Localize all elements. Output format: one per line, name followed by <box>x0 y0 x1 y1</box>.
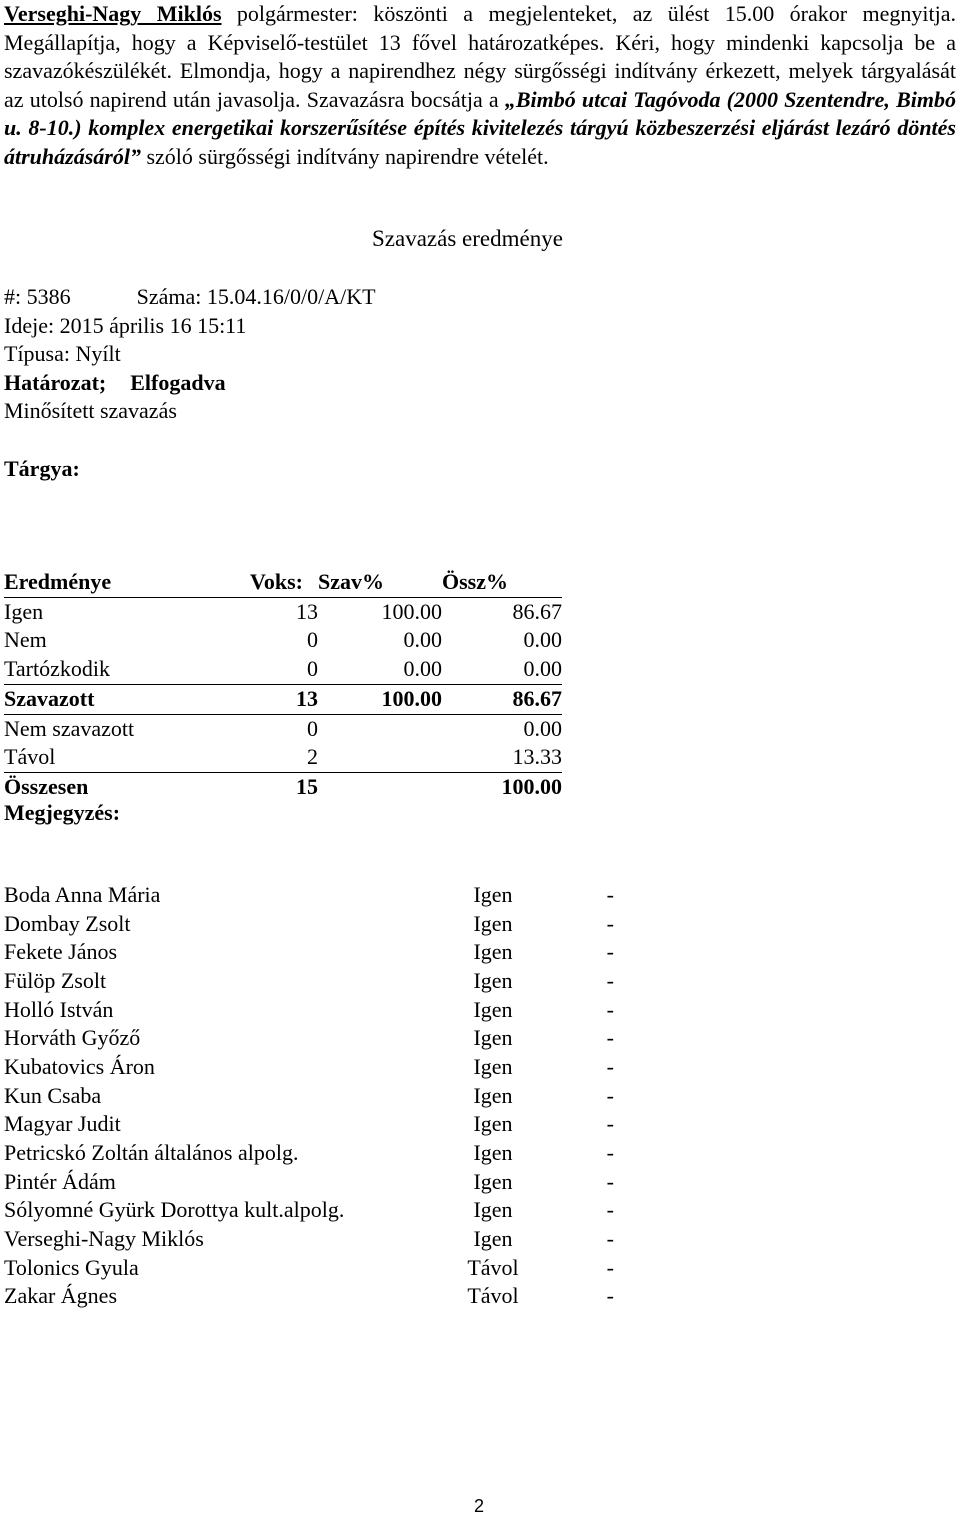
voter-name: Kubatovics Áron <box>4 1053 155 1079</box>
row-voks: 13 <box>296 598 318 624</box>
row-label: Tartózkodik <box>4 655 250 684</box>
header-voks: Voks: <box>250 568 318 597</box>
voter-mark: - <box>606 1139 614 1165</box>
voter-vote: Távol <box>467 1283 519 1309</box>
voter-vote: Igen <box>473 1111 513 1137</box>
row-label: Nem <box>4 627 47 653</box>
remarks-label: Megjegyzés: <box>4 800 121 825</box>
header-szav: Szav% <box>318 568 442 597</box>
row-szav: 0.00 <box>403 627 442 653</box>
voter-name: Dombay Zsolt <box>4 910 131 936</box>
list-item <box>4 938 614 967</box>
voter-name: Tolonics Gyula <box>4 1254 139 1280</box>
row-voks: 0 <box>307 715 318 741</box>
voter-mark: - <box>606 1053 614 1079</box>
intro-text-end: szóló sürgősségi indítvány napirendre vételét. <box>140 143 549 169</box>
voter-name: Magyar Judit <box>4 1111 121 1137</box>
vote-date: Ideje: 2015 április 16 15:11 <box>4 313 247 338</box>
voter-name: Holló István <box>4 996 114 1022</box>
list-item <box>4 881 614 910</box>
qualified-vote: Minősített szavazás <box>4 398 177 423</box>
row-voks: 15 <box>296 773 318 799</box>
voter-vote: Igen <box>473 1082 513 1108</box>
vote-szama: Száma: 15.04.16/0/0/A/KT <box>136 284 376 309</box>
list-item <box>4 910 614 939</box>
voter-mark: - <box>606 939 614 965</box>
individual-votes-table <box>4 881 614 1311</box>
voter-vote: Igen <box>473 1225 513 1251</box>
voter-mark: - <box>606 1283 614 1309</box>
voter-name: Kun Csaba <box>4 1082 102 1108</box>
voter-mark: - <box>606 996 614 1022</box>
intro-paragraph <box>4 0 956 172</box>
vote-decision-line <box>4 370 226 396</box>
table-row <box>4 772 562 801</box>
row-label: Igen <box>4 598 44 624</box>
voter-name: Verseghi-Nagy Miklós <box>4 1225 204 1251</box>
voter-vote: Igen <box>473 910 513 936</box>
voter-mark: - <box>606 1111 614 1137</box>
speaker-name: Verseghi-Nagy Miklós <box>4 1 222 26</box>
list-item <box>4 1139 614 1168</box>
voter-mark: - <box>606 1168 614 1194</box>
intro-text: polgármester: köszönti a megjelenteket, az ülést 15.00 órakor megnyitja. Megállapítja, hogy a Képviselő-testület 13 fővel határozatképes. Kéri, hogy mindenki kapcsolja be a szavazókészülékét. Elmondja, hogy a napirendhez négy sürgősségi indítvány érkezett, melyek tárgyalását az utolsó napirend után javasolja. Szavazásra bocsátja a <box>4 1 956 112</box>
row-szav: 100.00 <box>381 598 442 624</box>
decision-status: Elfogadva <box>130 370 226 395</box>
voter-mark: - <box>606 1025 614 1051</box>
row-ossz: 0.00 <box>442 655 562 684</box>
list-item <box>4 1082 614 1111</box>
row-ossz: 86.67 <box>442 684 562 714</box>
results-header-row <box>4 568 562 597</box>
table-row <box>4 684 562 714</box>
list-item <box>4 967 614 996</box>
row-szav <box>318 714 442 743</box>
list-item <box>4 996 614 1025</box>
voter-name: Sólyomné Gyürk Dorottya kult.alpolg. <box>4 1197 345 1223</box>
vote-type: Típusa: Nyílt <box>4 341 121 366</box>
row-voks: 0 <box>307 627 318 653</box>
table-row <box>4 626 562 655</box>
voter-vote: Igen <box>473 996 513 1022</box>
voter-name: Zakar Ágnes <box>4 1283 118 1309</box>
page-number: 2 <box>474 1496 485 1516</box>
voter-mark: - <box>606 1254 614 1280</box>
voter-name: Boda Anna Mária <box>4 882 161 907</box>
row-szav <box>318 743 442 772</box>
row-ossz: 0.00 <box>523 627 562 653</box>
voter-mark: - <box>606 1197 614 1223</box>
row-ossz: 86.67 <box>512 598 562 624</box>
decision-label: Határozat; <box>4 370 107 395</box>
list-item <box>4 1254 614 1283</box>
subject-label: Tárgya: <box>4 456 80 481</box>
table-row <box>4 743 562 772</box>
voter-vote: Igen <box>473 1025 513 1051</box>
row-label: Nem szavazott <box>4 715 135 741</box>
list-item <box>4 1196 614 1225</box>
header-ossz: Össz% <box>442 568 562 597</box>
voter-mark: - <box>606 1225 614 1251</box>
list-item <box>4 1024 614 1053</box>
voter-name: Petricskó Zoltán általános alpolg. <box>4 1139 299 1165</box>
voter-mark: - <box>606 882 614 907</box>
table-row <box>4 714 562 743</box>
list-item <box>4 1282 614 1311</box>
row-voks: 0 <box>250 655 318 684</box>
voter-name: Fülöp Zsolt <box>4 967 107 993</box>
vote-result-heading: Szavazás eredménye <box>372 226 563 251</box>
row-szav: 0.00 <box>318 655 442 684</box>
voter-vote: Igen <box>473 1139 513 1165</box>
voter-vote: Igen <box>473 939 513 965</box>
row-label: Távol <box>4 743 250 772</box>
row-ossz: 100.00 <box>501 773 562 799</box>
voter-vote: Igen <box>473 882 513 907</box>
vote-id-line <box>4 284 376 310</box>
list-item <box>4 1168 614 1197</box>
voter-vote: Igen <box>473 1197 513 1223</box>
list-item <box>4 1053 614 1082</box>
vote-number: #: 5386 <box>4 284 71 309</box>
voter-mark: - <box>606 910 614 936</box>
voter-vote: Igen <box>473 1053 513 1079</box>
table-row <box>4 655 562 684</box>
row-ossz: 0.00 <box>523 715 562 741</box>
voter-name: Fekete János <box>4 939 118 965</box>
row-szav: 100.00 <box>318 684 442 714</box>
voter-name: Horváth Győző <box>4 1025 141 1051</box>
row-label: Szavazott <box>4 684 250 714</box>
list-item <box>4 1225 614 1254</box>
row-ossz: 13.33 <box>442 743 562 772</box>
table-row <box>4 597 562 626</box>
header-eredmenye: Eredménye <box>4 568 250 597</box>
row-voks: 2 <box>250 743 318 772</box>
row-voks: 13 <box>250 684 318 714</box>
voter-name: Pintér Ádám <box>4 1168 116 1194</box>
voter-vote: Igen <box>473 967 513 993</box>
results-table <box>4 568 562 802</box>
list-item <box>4 1110 614 1139</box>
agenda-item-title: „Bimbó utcai Tagóvoda (2000 Szentendre, Bimbó u. 8-10.) komplex energetikai korszerűsítése építés kivitelezés tárgyú közbeszerzési eljárást lezáró döntés átruházásáról” <box>4 86 956 169</box>
voter-mark: - <box>606 1082 614 1108</box>
voter-vote: Távol <box>467 1254 519 1280</box>
row-label: Összesen <box>4 773 89 799</box>
voter-vote: Igen <box>473 1168 513 1194</box>
voter-mark: - <box>606 967 614 993</box>
row-szav <box>318 772 442 801</box>
